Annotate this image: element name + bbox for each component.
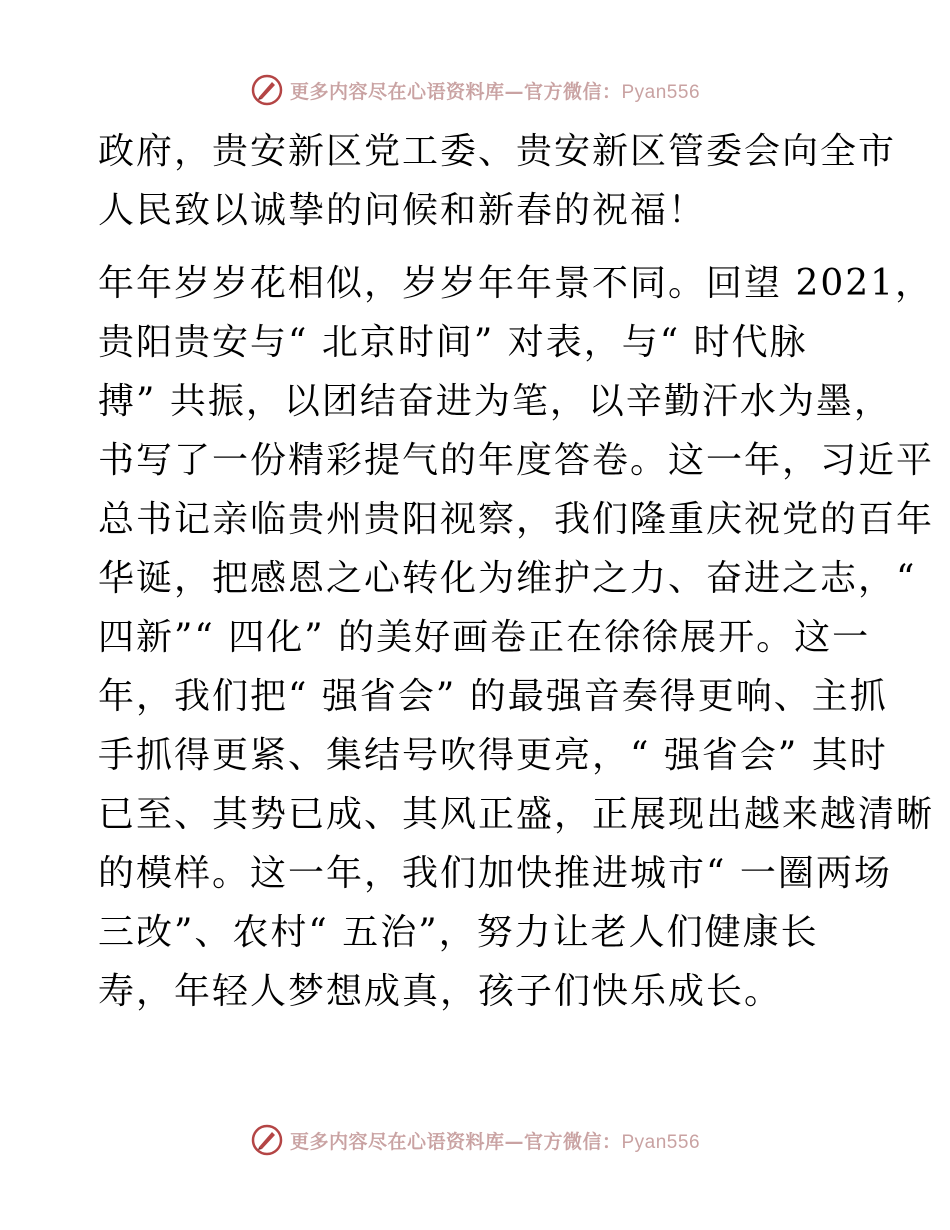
text-line: 寿，年轻人梦想成真，孩子们快乐成长。 bbox=[98, 971, 783, 1012]
text-line: 总书记亲临贵州贵阳视察，我们隆重庆祝党的百年 bbox=[98, 499, 935, 540]
text-line: 四新”“ 四化” 的美好画卷正在徐徐展开。这一 bbox=[98, 617, 871, 658]
text-line: 书写了一份精彩提气的年度答卷。这一年，习近平 bbox=[98, 440, 935, 481]
text-line: 贵阳贵安与“ 北京时间” 对表，与“ 时代脉 bbox=[98, 322, 808, 363]
text-line: 华诞，把感恩之心转化为维护之力、奋进之志，“ bbox=[98, 558, 917, 599]
watermark-text: 更多内容尽在心语资料库—官方微信：Pyan556 bbox=[289, 80, 701, 103]
text-line: 政府，贵安新区党工委、贵安新区管委会向全市 bbox=[98, 131, 897, 172]
text-line: 手抓得更紧、集结号吹得更亮，“ 强省会” 其时 bbox=[98, 735, 888, 776]
header-watermark bbox=[0, 70, 950, 110]
paragraph-1 bbox=[98, 122, 897, 240]
text-line: 人民致以诚挚的问候和新春的祝福！ bbox=[98, 190, 707, 231]
text-line: 的模样。这一年，我们加快推进城市“ 一圈两场 bbox=[98, 853, 892, 894]
text-line: 三改”、农村“ 五治”，努力让老人们健康长 bbox=[98, 912, 819, 953]
quill-logo-icon bbox=[250, 1123, 284, 1157]
text-line: 已至、其势已成、其风正盛，正展现出越来越清晰 bbox=[98, 794, 935, 835]
document-body bbox=[98, 122, 935, 1021]
paragraph-2 bbox=[98, 254, 935, 1021]
text-line: 年，我们把“ 强省会” 的最强音奏得更响、主抓 bbox=[98, 676, 888, 717]
quill-logo-icon bbox=[250, 73, 284, 107]
footer-watermark bbox=[0, 1120, 950, 1160]
text-line: 年年岁岁花相似，岁岁年年景不同。回望 2021， bbox=[98, 263, 934, 304]
text-line: 搏” 共振，以团结奋进为笔，以辛勤汗水为墨， bbox=[98, 381, 892, 422]
watermark-text: 更多内容尽在心语资料库—官方微信：Pyan556 bbox=[289, 1130, 701, 1153]
